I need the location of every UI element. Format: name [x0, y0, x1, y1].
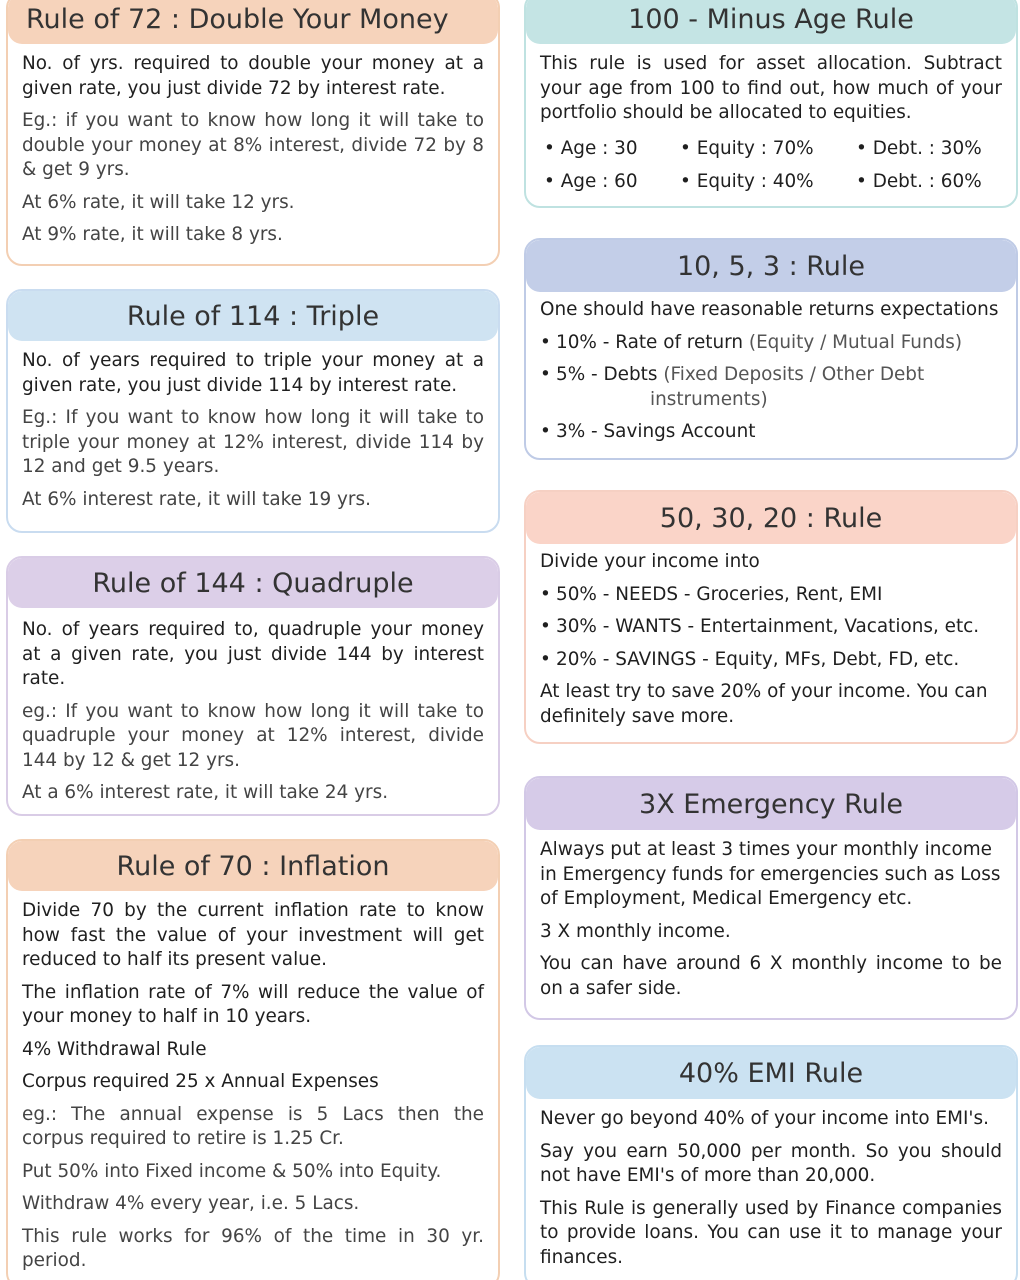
rule-72-fact-6: At 6% rate, it will take 12 yrs. [22, 191, 295, 213]
minus-age-title: 100 - Minus Age Rule [526, 0, 1016, 44]
rule-70-definition: Divide 70 by the current inflation rate to know how fast the value of your investment will get reduced to half its present value. [22, 900, 484, 970]
rule-503020-intro: Divide your income into [540, 551, 760, 572]
rule-144-card [6, 556, 500, 816]
minus-age-card [524, 0, 1018, 208]
age-30: • Age : 30 [540, 134, 676, 167]
rule-72-fact-9: At 9% rate, it will take 8 yrs. [22, 224, 283, 245]
rule-70-card [6, 839, 500, 1280]
debt-30: • Debt. : 30% [852, 134, 1002, 167]
needs-item: • 50% - NEEDS - Groceries, Rent, EMI [540, 583, 1002, 608]
rule-1053-title: 10, 5, 3 : Rule [526, 240, 1016, 292]
savings-item: • 20% - SAVINGS - Equity, MFs, Debt, FD, etc. [540, 648, 1002, 673]
rule-114-definition: No. of years required to triple your money at a given rate, you just divide 114 by interest rate. [22, 350, 484, 396]
allocation-advice: Put 50% into Fixed income & 50% into Equity. [22, 1160, 442, 1182]
rule-1053-card [524, 238, 1018, 460]
rule-72-example: Eg.: if you want to know how long it will take to double your money at 8% interest, divide 72 by 8 & get 9 yrs. [22, 110, 484, 180]
rule-72-title: Rule of 72 : Double Your Money [8, 0, 498, 44]
debt-return-item [540, 363, 1002, 388]
rule-114-card [6, 289, 500, 533]
age-60: • Age : 60 [540, 167, 676, 200]
rule-114-fact: At 6% interest rate, it will take 19 yrs. [22, 488, 371, 510]
rule-144-fact: At a 6% interest rate, it will take 24 yrs. [22, 782, 389, 803]
wants-item: • 30% - WANTS - Entertainment, Vacations, etc. [540, 615, 1002, 640]
corpus-required: Corpus required 25 x Annual Expenses [22, 1071, 379, 1092]
emergency-title: 3X Emergency Rule [526, 778, 1016, 830]
rule-1053-intro: One should have reasonable returns expectations [540, 299, 999, 320]
emi-title: 40% EMI Rule [526, 1047, 1016, 1099]
rule-144-title: Rule of 144 : Quadruple [8, 558, 498, 608]
equity-return-note: (Equity / Mutual Funds) [748, 331, 963, 353]
equity-70: • Equity : 70% [676, 134, 852, 167]
savings-return-item: • 3% - Savings Account [540, 420, 1002, 445]
withdraw-advice: Withdraw 4% every year, i.e. 5 Lacs. [22, 1193, 360, 1214]
debt-return-note-cont: instruments) [650, 388, 768, 410]
emi-definition: Never go beyond 40% of your income into EMI's. [540, 1108, 989, 1129]
equity-return-item [540, 331, 1002, 356]
emi-usage: This Rule is generally used by Finance companies to provide loans. You can use it to manage your finances. [540, 1197, 1002, 1268]
emergency-safer: You can have around 6 X monthly income to be on a safer side. [540, 953, 1002, 999]
debt-60: • Debt. : 60% [852, 167, 1002, 200]
emi-card [524, 1045, 1018, 1280]
corpus-example: eg.: The annual expense is 5 Lacs then the corpus required to retire is 1.25 Cr. [22, 1103, 484, 1149]
rule-144-example: eg.: If you want to know how long it will take to quadruple your money at 12% interest, divide 144 by 12 & get 12 yrs. [22, 700, 484, 771]
rule-success-rate: This rule works for 96% of the time in 30 yr. period. [22, 1225, 484, 1271]
emergency-minimum: 3 X monthly income. [540, 920, 731, 942]
withdrawal-rule-heading: 4% Withdrawal Rule [22, 1038, 207, 1060]
equity-return-label: 10% - Rate of return [556, 331, 744, 353]
rule-70-title: Rule of 70 : Inflation [8, 841, 498, 891]
rule-144-definition: No. of years required to, quadruple your money at a given rate, you just divide 144 by interest rate. [22, 619, 484, 689]
allocation-table [540, 134, 1002, 200]
rule-72-card [6, 0, 500, 266]
rule-114-title: Rule of 114 : Triple [8, 291, 498, 341]
emergency-card [524, 776, 1018, 1020]
rule-70-inflation-example: The inflation rate of 7% will reduce the value of your money to half in 10 years. [22, 981, 484, 1027]
rule-503020-card [524, 490, 1018, 744]
rule-114-example: Eg.: If you want to know how long it will take to triple your money at 12% interest, divide 114 by 12 and get 9.5 years. [22, 407, 484, 477]
rule-503020-title: 50, 30, 20 : Rule [526, 492, 1016, 544]
debt-return-label: 5% - Debts [556, 364, 658, 385]
minus-age-description: This rule is used for asset allocation. Subtract your age from 100 to find out, how much of your portfolio should be allocated to equities. [540, 53, 1002, 123]
equity-40: • Equity : 40% [676, 167, 852, 200]
emergency-definition: Always put at least 3 times your monthly income in Emergency funds for emergencies such as Loss of Employment, Medical Emergency etc. [540, 839, 1001, 909]
rule-72-definition: No. of yrs. required to double your money at a given rate, you just divide 72 by interest rate. [22, 53, 484, 99]
debt-return-note: (Fixed Deposits / Other Debt [663, 364, 925, 385]
emi-example: Say you earn 50,000 per month. So you should not have EMI's of more than 20,000. [540, 1140, 1002, 1186]
rule-503020-advice: At least try to save 20% of your income. You can definitely save more. [540, 681, 988, 727]
